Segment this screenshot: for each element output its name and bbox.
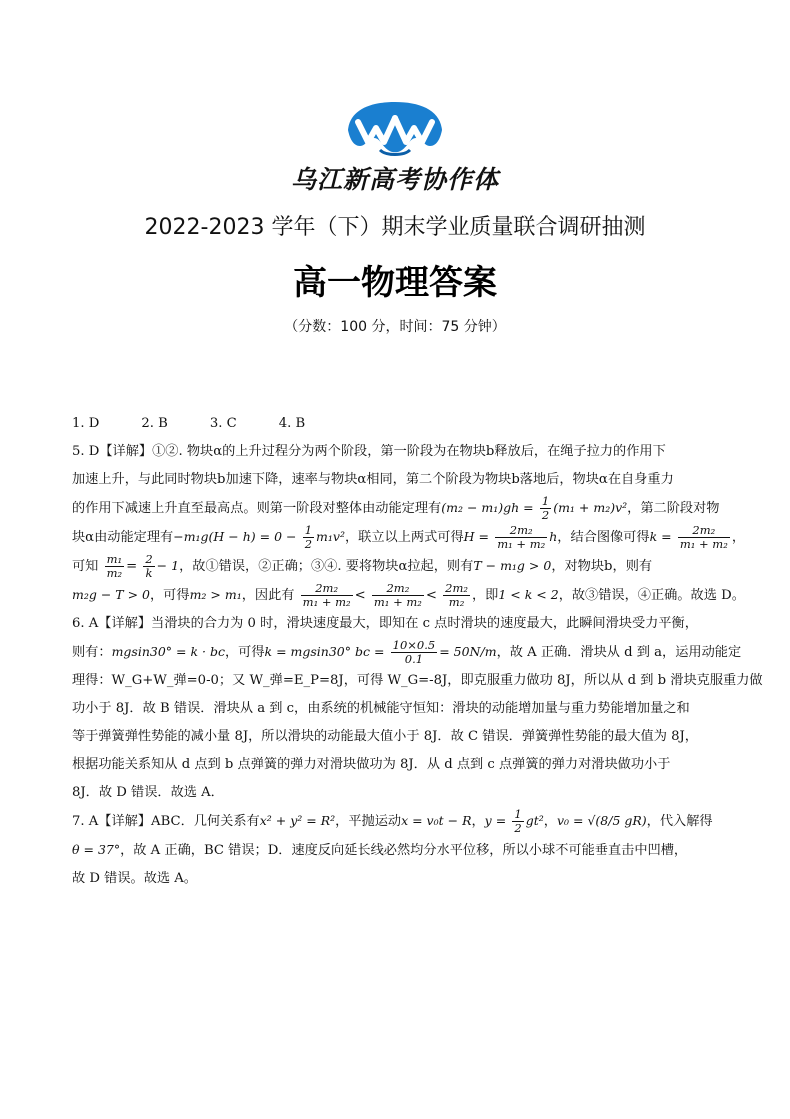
- answer-body: [72, 410, 763, 893]
- formula: x = v₀t − R: [401, 813, 472, 828]
- q6-line-5: 等于弹簧弹性势能的减小量 8J，所以滑块的动能最大值小于 8J．故 C 错误．弹簧弹性势能的最大值为 8J，: [72, 729, 698, 744]
- q5-line-6: m₂g − T > 0，可得m₂ > m₁，因此有 $\frac{\text{2m₂}}{\text{m₁ + m₂}}$ < $\frac{\text{2m₂}}{\text{m₁ + m₂}}$ < $\frac{\text{2m₂}}{\text{m₂}}$ ，即1 < k < 2，故③错误，④正确。故选 D。: [72, 581, 745, 609]
- q7-line-1: [72, 807, 722, 836]
- logo: [0, 100, 790, 158]
- fraction: $\frac{1}{2}$: [541, 494, 550, 522]
- q5-text: ，故①错误，②正确；③④. 要将物块α拉起，则有: [179, 559, 474, 574]
- formula: m₁v²: [316, 529, 345, 544]
- formula: T − m₁g > 0: [473, 558, 552, 573]
- formula: v₀ = √(8/5 gR): [556, 813, 647, 828]
- formula: m₂g − T > 0: [72, 587, 150, 602]
- fraction: $\frac{\text{2m₂}}{\text{m₂}}$: [445, 581, 468, 609]
- q5-text: ，第二阶段对物: [627, 501, 720, 516]
- fraction: $\frac{\text{2m₂}}{\text{m₁ + m₂}}$: [679, 523, 728, 551]
- fraction: $\frac{1}{2}$: [514, 807, 522, 835]
- q7-text: ，代入解得: [646, 814, 713, 829]
- q7-text: ，: [543, 814, 557, 829]
- fraction: $\frac{2}{k}$: [145, 552, 153, 580]
- answer-4: 4. B: [278, 416, 306, 431]
- mc-answers: [72, 410, 722, 438]
- q5-line-1: 5. D【详解】①②. 物块α的上升过程分为两个阶段，第一阶段为在物块b释放后，在绳子拉力的作用下: [72, 444, 666, 459]
- q5-line-3: [72, 494, 722, 523]
- q6-line-7: 8J．故 D 错误．故选 A．: [72, 785, 224, 800]
- q6-text: ，故 A 正确．滑块从 d 到 a，运用动能定: [496, 645, 742, 660]
- q7-text: 7. A【详解】ABC．几何关系有: [72, 814, 260, 829]
- q7-text: ，平抛运动: [335, 814, 402, 829]
- formula: θ = 37°: [72, 842, 121, 857]
- q5-text: ，可得: [150, 588, 190, 603]
- formula: k =: [649, 529, 672, 544]
- q5-line-5: 可知 $\frac{\text{m₁}}{\text{m₂}}$ = $\frac{2}{k}$ − 1，故①错误，②正确；③④. 要将物块α拉起，则有T − m₁g > 0，对物块b，则有: [72, 552, 653, 580]
- fraction: $\frac{\text{2m₂}}{\text{m₁ + m₂}}$: [302, 581, 351, 609]
- q6-line-3: 理得：W_G+W_弹=0-0；又 W_弹=E_P=8J，可得 W_G=-8J，即克服重力做功 8J，所以从 d 到 b 滑块克服重力做: [72, 673, 763, 688]
- question-7: [72, 807, 722, 893]
- fraction: $\frac{\text{2m₂}}{\text{m₁ + m₂}}$: [497, 523, 546, 551]
- formula: −m₁g(H − h) = 0 −: [173, 529, 297, 544]
- formula: h: [549, 529, 558, 544]
- q5-text: ，对物块b，则有: [551, 559, 653, 574]
- q5-text: ，故③错误，④正确。故选 D。: [558, 588, 745, 603]
- q5-text: 的作用下减速上升直至最高点。则第一阶段对整体由动能定理有: [72, 501, 442, 516]
- fraction: $\frac{\text{m₁}}{\text{m₂}}$: [106, 552, 123, 580]
- q5-line-2: 加速上升，与此同时物块b加速下降，速率与物块α相同，第二个阶段为物块b落地后，物块α在自身重力: [72, 472, 674, 487]
- formula: k = mgsin30° bc =: [264, 644, 385, 659]
- formula: H =: [463, 529, 490, 544]
- answer-2: 2. B: [141, 416, 168, 431]
- fraction: $\frac{\text{2m₂}}{\text{m₁ + m₂}}$: [373, 581, 422, 609]
- q7-line-2: [72, 836, 722, 865]
- formula: 1 < k < 2: [498, 587, 559, 602]
- wave-w-logo-icon: [340, 100, 450, 158]
- formula: (m₂ − m₁)gh =: [441, 500, 534, 515]
- formula: (m₁ + m₂)v²: [553, 500, 628, 515]
- exam-meta: （分数：100 分，时间：75 分钟）: [284, 319, 506, 335]
- q6-text: 则有：: [72, 645, 112, 660]
- exam-subtitle: 2022-2023 学年（下）期末学业质量联合调研抽测: [144, 215, 646, 240]
- formula: x² + y² = R²: [259, 813, 336, 828]
- formula: m₂ > m₁: [189, 587, 242, 602]
- formula: = 50N/m: [439, 644, 497, 659]
- formula: − 1: [156, 558, 180, 573]
- question-5: [72, 438, 745, 610]
- q7-line-3: 故 D 错误。故选 A。: [72, 871, 197, 886]
- answer-1: 1. D: [72, 416, 100, 431]
- q6-line-1: 6. A【详解】当滑块的合力为 0 时，滑块速度最大，即知在 c 点时滑块的速度最大，此瞬间滑块受力平衡，: [72, 616, 698, 631]
- q5-line-4: 块α由动能定理有−m₁g(H − h) = 0 − $\frac{1}{2}$ m₁v²，联立以上两式可得H = $\frac{\text{2m₂}}{\text{m₁ + m₂}}$ h，结合图像可得k = $\frac{\text{2m₂}}{\text{m₁ + m₂}}$ ，: [72, 523, 745, 551]
- q6-line-6: 根据功能关系知从 d 点到 b 点弹簧的弹力对滑块做功为 8J．从 d 点到 c 点弹簧的弹力对滑块做功小于: [72, 757, 671, 772]
- q5-text: ，即: [471, 588, 499, 603]
- q5-text: 可知: [72, 559, 99, 574]
- page-title: 高一物理答案: [293, 263, 497, 303]
- q5-text: 块α由动能定理有: [72, 530, 174, 545]
- q6-line-2: [72, 638, 742, 667]
- q5-text: ，联立以上两式可得: [344, 530, 464, 545]
- q6-line-4: 功小于 8J．故 B 错误．滑块从 a 到 c，由系统的机械能守恒知：滑块的动能增加量与重力势能增加量之和: [72, 701, 690, 716]
- brand-name: 乌江新高考协作体: [290, 165, 499, 194]
- fraction: $\frac{10\times 0.5}{0.1}$: [392, 638, 436, 666]
- q7-text: ，故 A 正确，BC 错误；D．速度反向延长线必然均分水平位移，所以小球不可能垂直击中凹槽，: [120, 843, 688, 858]
- q6-text: ，可得: [224, 645, 265, 660]
- fraction: $\frac{1}{2}$: [304, 523, 313, 551]
- formula: gt²: [525, 813, 544, 828]
- q5-text: ，结合图像可得: [557, 530, 650, 545]
- question-6: [72, 610, 763, 807]
- q5-text: ，因此有: [241, 588, 295, 603]
- formula: y =: [484, 813, 507, 828]
- formula: mgsin30° = k · bc: [111, 644, 225, 659]
- q7-text: ，: [471, 814, 485, 829]
- answer-3: 3. C: [209, 416, 237, 431]
